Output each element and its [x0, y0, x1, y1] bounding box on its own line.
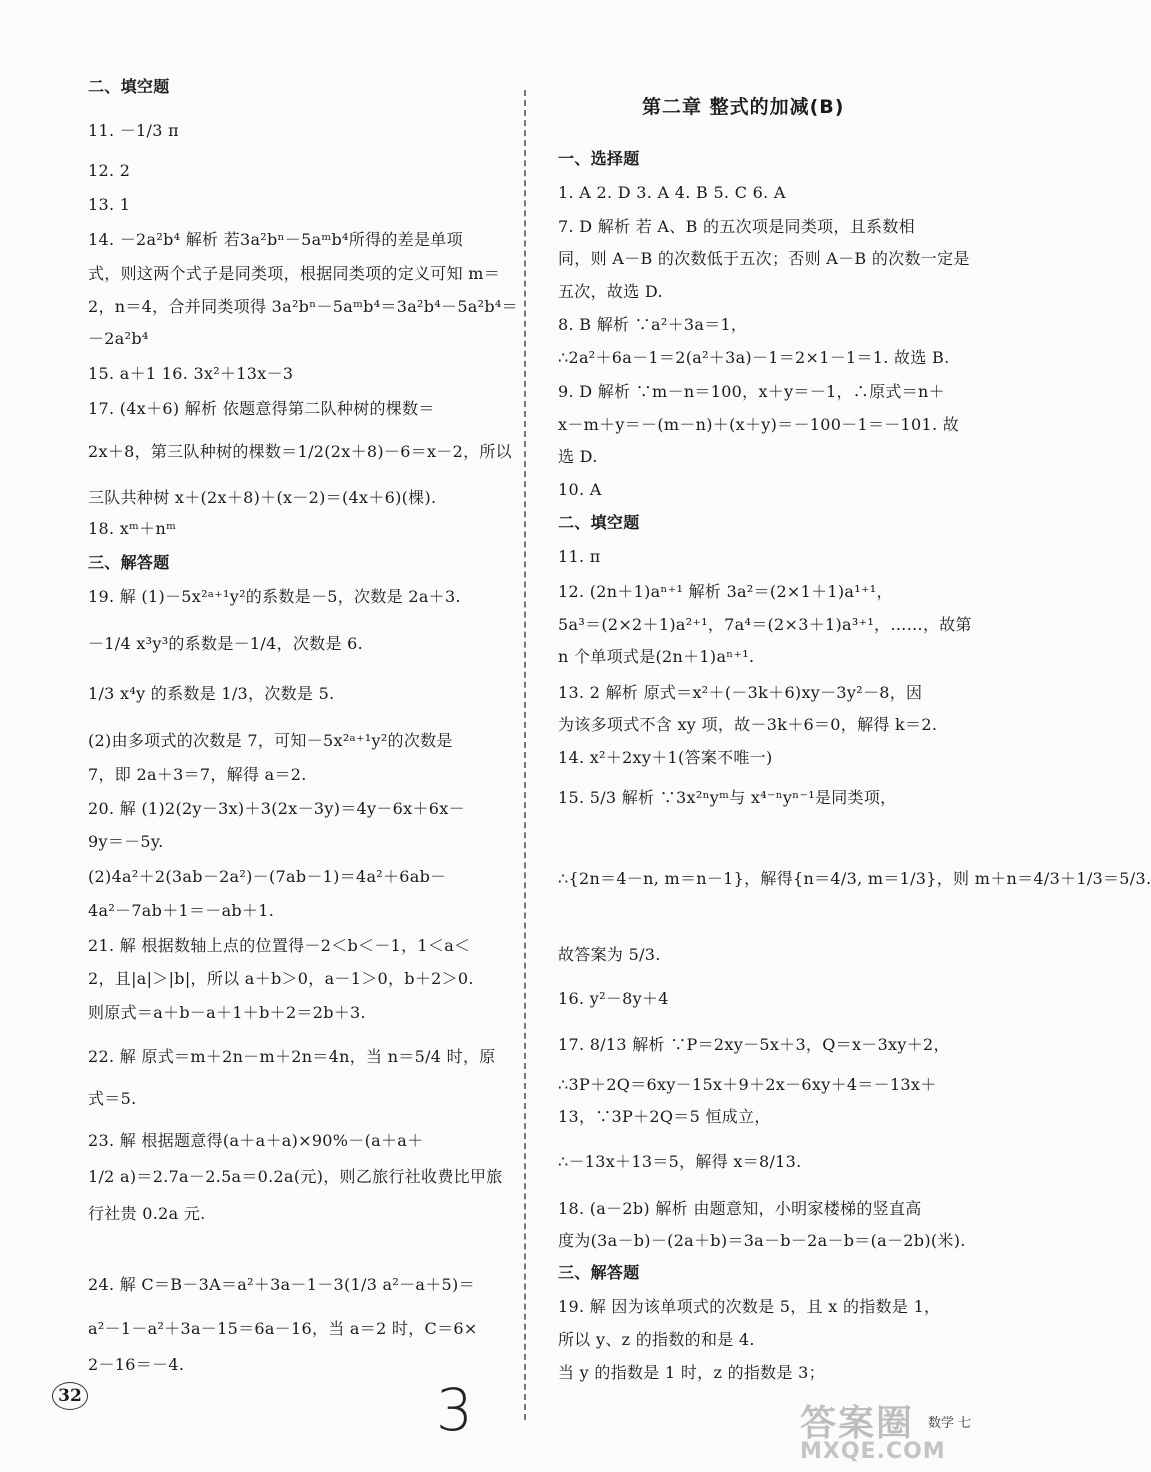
answer-line: 14. －2a²b⁴ 解析 若3a²bⁿ－5aᵐb⁴所得的差是单项: [88, 230, 463, 249]
answer-line: 9. D 解析 ∵m－n＝100，x＋y＝－1，∴原式＝n＋: [558, 382, 945, 401]
answer-line: 行社贵 0.2a 元.: [88, 1204, 206, 1223]
answer-line: 4a²－7ab＋1＝－ab＋1.: [88, 901, 275, 920]
answer-line: 1/3 x⁴y 的系数是 1/3，次数是 5.: [88, 684, 335, 703]
answer-line: ∴3P＋2Q＝6xy－15x＋9＋2x－6xy＋4＝－13x＋: [558, 1075, 937, 1094]
answer-line: 15. 5/3 解析 ∵3x²ⁿyᵐ与 x⁴⁻ⁿyⁿ⁻¹是同类项，: [558, 788, 897, 807]
section-heading-fill-blank: 二、填空题: [88, 77, 170, 96]
answer-line: 同，则 A－B 的次数低于五次；否则 A－B 的次数一定是: [558, 249, 970, 268]
answer-line: 23. 解 根据题意得(a＋a＋a)×90%－(a＋a＋: [88, 1131, 424, 1150]
answer-line: 12. 2: [88, 161, 131, 180]
answer-line: 20. 解 (1)2(2y－3x)＋3(2x－3y)＝4y－6x＋6x－: [88, 799, 465, 818]
answer-line: －1/4 x³y³的系数是－1/4，次数是 6.: [88, 634, 364, 653]
answer-line: 选 D.: [558, 447, 598, 466]
answer-line: 5a³＝(2×2＋1)a²⁺¹，7a⁴＝(2×3＋1)a³⁺¹，……，故第: [558, 615, 972, 634]
answer-line: 2－16＝－4.: [88, 1355, 185, 1374]
answer-line: 8. B 解析 ∵a²＋3a＝1，: [558, 315, 748, 334]
answer-line: 11. π: [558, 547, 601, 566]
answer-line: 当 y 的指数是 1 时，z 的指数是 3；: [558, 1363, 825, 1382]
answer-line: a²－1－a²＋3a－15＝6a－16，当 a＝2 时，C＝6×: [88, 1319, 478, 1338]
section-heading-solutions: 三、解答题: [88, 553, 170, 572]
answer-line: 16. y²－8y＋4: [558, 989, 669, 1008]
answer-line: 12. (2n＋1)aⁿ⁺¹ 解析 3a²＝(2×1＋1)a¹⁺¹，: [558, 582, 893, 601]
answer-line: ∴{2n＝4－n, m＝n－1}，解得{n＝4/3, m＝1/3}，则 m＋n＝4/3＋1/3＝5/3.: [558, 869, 1151, 888]
answer-line: 13，∵3P＋2Q＝5 恒成立，: [558, 1107, 771, 1126]
answer-line: 五次，故选 D.: [558, 282, 663, 301]
page-number: 32: [52, 1382, 88, 1410]
column-divider: [524, 90, 526, 1420]
answer-line: 7. D 解析 若 A、B 的五次项是同类项，且系数相: [558, 217, 915, 236]
answer-line: 13. 1: [88, 195, 131, 214]
answer-line: 19. 解 (1)－5x²ᵃ⁺¹y²的系数是－5，次数是 2a＋3.: [88, 587, 461, 606]
answer-line: 22. 解 原式＝m＋2n－m＋2n＝4n，当 n＝5/4 时，原: [88, 1047, 496, 1066]
section-heading-fill-blank: 二、填空题: [558, 513, 640, 532]
answer-line: 7，即 2a＋3＝7，解得 a＝2.: [88, 765, 307, 784]
answer-line: 19. 解 因为该单项式的次数是 5，且 x 的指数是 1，: [558, 1297, 941, 1316]
answer-line: 则原式＝a＋b－a＋1＋b＋2＝2b＋3.: [88, 1003, 366, 1022]
answer-line: 18. xᵐ＋nᵐ: [88, 519, 177, 538]
answer-line: 11. －1/3 π: [88, 121, 179, 140]
handwritten-mark: 3: [436, 1376, 473, 1444]
answer-line: 式，则这两个式子是同类项，根据同类项的定义可知 m＝: [88, 264, 501, 283]
section-heading-choice: 一、选择题: [558, 149, 640, 168]
answer-line: 9y＝－5y.: [88, 832, 164, 851]
answer-line: 14. x²＋2xy＋1(答案不唯一): [558, 748, 773, 767]
answer-line: 10. A: [558, 480, 602, 499]
answer-line: n 个单项式是(2n＋1)aⁿ⁺¹.: [558, 647, 755, 666]
answer-line: ∴2a²＋6a－1＝2(a²＋3a)－1＝2×1－1＝1. 故选 B.: [558, 348, 950, 367]
answer-line: (2)4a²＋2(3ab－2a²)－(7ab－1)＝4a²＋6ab－: [88, 867, 447, 886]
answer-line: (2)由多项式的次数是 7，可知－5x²ᵃ⁺¹y²的次数是: [88, 731, 453, 750]
chapter-title: 第二章 整式的加减(B): [642, 96, 845, 118]
answer-line: 2x＋8，第三队种树的棵数＝1/2(2x＋8)－6＝x－2，所以: [88, 442, 512, 461]
answer-line: 18. (a－2b) 解析 由题意知，小明家楼梯的竖直高: [558, 1199, 922, 1218]
answer-line: 13. 2 解析 原式＝x²＋(－3k＋6)xy－3y²－8，因: [558, 683, 923, 702]
answer-line: 式＝5.: [88, 1089, 137, 1108]
watermark-url: MXQE.COM: [800, 1439, 946, 1464]
answer-line: 度为(3a－b)－(2a＋b)＝3a－b－2a－b＝(a－2b)(米).: [558, 1231, 966, 1250]
answer-line: 17. 8/13 解析 ∵P＝2xy－5x＋3，Q＝x－3xy＋2，: [558, 1035, 950, 1054]
answer-line: 1. A 2. D 3. A 4. B 5. C 6. A: [558, 183, 786, 202]
answer-line: 17. (4x＋6) 解析 依题意得第二队种树的棵数＝: [88, 399, 435, 418]
watermark: [800, 1395, 968, 1467]
answer-line: ∴－13x＋13＝5，解得 x＝8/13.: [558, 1152, 802, 1171]
section-heading-solutions: 三、解答题: [558, 1263, 640, 1282]
answer-line: －2a²b⁴: [88, 329, 149, 348]
answer-line: 21. 解 根据数轴上点的位置得－2＜b＜－1，1＜a＜: [88, 936, 471, 955]
watermark-logo: 答案圈: [800, 1403, 915, 1444]
answer-line: x－m＋y＝－(m－n)＋(x＋y)＝－100－1＝－101. 故: [558, 415, 960, 434]
answer-line: 1/2 a)＝2.7a－2.5a＝0.2a(元)，则乙旅行社收费比甲旅: [88, 1167, 503, 1186]
answer-line: 故答案为 5/3.: [558, 945, 661, 964]
answer-line: 2，且|a|＞|b|，所以 a＋b＞0，a－1＞0，b＋2＞0.: [88, 969, 474, 988]
answer-line: 三队共种树 x＋(2x＋8)＋(x－2)＝(4x＋6)(棵).: [88, 488, 437, 507]
answer-line: 2，n＝4，合并同类项得 3a²bⁿ－5aᵐb⁴＝3a²b⁴－5a²b⁴＝: [88, 297, 518, 316]
answer-line: 为该多项式不含 xy 项，故－3k＋6＝0，解得 k＝2.: [558, 715, 938, 734]
answer-line: 所以 y、z 的指数的和是 4.: [558, 1330, 755, 1349]
answer-line: 24. 解 C＝B－3A＝a²＋3a－1－3(1/3 a²－a＋5)＝: [88, 1275, 475, 1294]
subject-label: 数学 七: [928, 1416, 972, 1431]
answer-line: 15. a＋1 16. 3x²＋13x－3: [88, 364, 294, 383]
